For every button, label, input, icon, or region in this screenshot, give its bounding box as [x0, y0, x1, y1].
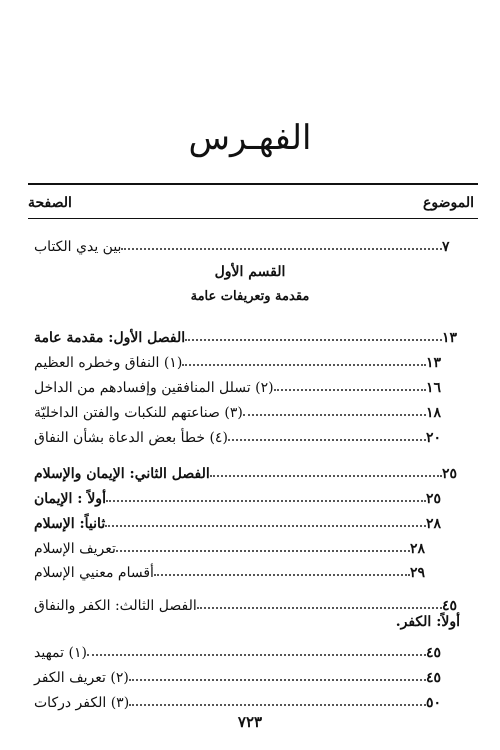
dot-leader	[121, 248, 442, 250]
toc-entry[interactable]	[28, 510, 460, 532]
toc-entry-page: ١٣	[426, 355, 442, 371]
toc-entry-page: ٧	[442, 239, 450, 255]
page-title: الفهـرس	[188, 118, 312, 158]
dot-leader	[228, 439, 426, 441]
toc-entry-page: ٢٨	[410, 541, 426, 557]
column-page-label: الصفحة	[28, 195, 72, 211]
dot-leader	[105, 525, 426, 527]
toc-entry-title: (٤) خطأ بعض الدعاة بشأن النفاق	[34, 430, 228, 446]
toc-entry-page: ١٣	[442, 330, 458, 346]
toc-entry[interactable]	[28, 424, 460, 446]
dot-leader	[106, 500, 426, 502]
toc-entry[interactable]	[28, 535, 444, 557]
toc-entry-intro[interactable]	[28, 233, 476, 255]
toc-entry-page: ٥٠	[426, 695, 442, 711]
column-topic-label: الموضوع	[423, 195, 474, 211]
dot-leader	[243, 414, 426, 416]
dot-leader	[182, 364, 426, 366]
toc-entry[interactable]	[28, 349, 460, 371]
toc-entry[interactable]	[28, 399, 460, 421]
toc-entry-title: بين يدي الكتاب	[34, 239, 122, 255]
toc-entry[interactable]	[28, 639, 460, 661]
toc-entry-title: تعريف الإسلام	[34, 541, 116, 557]
toc-entry-page: ٢٠	[426, 430, 442, 446]
toc-entry[interactable]	[28, 664, 460, 686]
toc-chapter-1[interactable]	[28, 324, 476, 346]
part-subtitle: مقدمة وتعريفات عامة	[190, 289, 310, 304]
toc-chapter-3[interactable]	[28, 592, 476, 614]
toc-entry-page: ٤٥	[426, 670, 442, 686]
dot-leader	[87, 654, 426, 656]
toc-entry-title: (٣) صناعتهم للنكبات والفتن الداخليّة	[34, 405, 243, 421]
toc-entry-page: ٢٥	[426, 491, 442, 507]
toc-entry-title: (١) تمهيد	[34, 645, 87, 661]
toc-subheading: أولاً: الكفر.	[395, 614, 460, 630]
toc-entry-title: الفصل الثالث: الكفر والنفاق	[34, 598, 197, 614]
toc-entry[interactable]	[28, 374, 460, 396]
dot-leader	[154, 574, 410, 576]
dot-leader	[210, 475, 442, 477]
toc-entry-title: (٢) تعريف الكفر	[34, 670, 129, 686]
header-rule-top	[28, 183, 478, 185]
toc-entry[interactable]	[28, 559, 444, 581]
dot-leader	[116, 550, 410, 552]
dot-leader	[129, 704, 426, 706]
toc-entry-page: ٤٥	[442, 598, 458, 614]
toc-chapter-2[interactable]	[28, 460, 476, 482]
toc-entry-title: أقسام معنيي الإسلام	[34, 565, 154, 581]
toc-entry-page: ٢٩	[410, 565, 426, 581]
part-title: القسم الأول	[214, 264, 286, 280]
toc-entry-page: ٢٥	[442, 466, 458, 482]
toc-entry-title: الفصل الثاني: الإيمان والإسلام	[34, 466, 210, 482]
toc-entry-page: ١٦	[426, 380, 442, 396]
toc-entry-title: (٢) تسلل المنافقين وإفسادهم من الداخل	[34, 380, 274, 396]
dot-leader	[129, 679, 426, 681]
dot-leader	[274, 389, 426, 391]
toc-entry[interactable]	[28, 485, 460, 507]
toc-entry-title: (١) النفاق وخطره العظيم	[34, 355, 183, 371]
toc-entry-title: (٣) الكفر دركات	[34, 695, 130, 711]
dot-leader	[185, 339, 442, 341]
dot-leader	[197, 607, 442, 609]
toc-entry-title: أولاً : الإيمان	[34, 491, 106, 507]
page-number: ٧٢٣	[237, 713, 263, 731]
toc-entry-title: ثانياً: الإسلام	[34, 516, 106, 532]
toc-entry-page: ١٨	[426, 405, 442, 421]
toc-entry[interactable]	[28, 689, 460, 711]
header-rule-bottom	[28, 218, 478, 219]
toc-entry-page: ٢٨	[426, 516, 442, 532]
toc-entry-title: الفصل الأول: مقدمة عامة	[34, 330, 186, 346]
toc-entry-page: ٤٥	[426, 645, 442, 661]
